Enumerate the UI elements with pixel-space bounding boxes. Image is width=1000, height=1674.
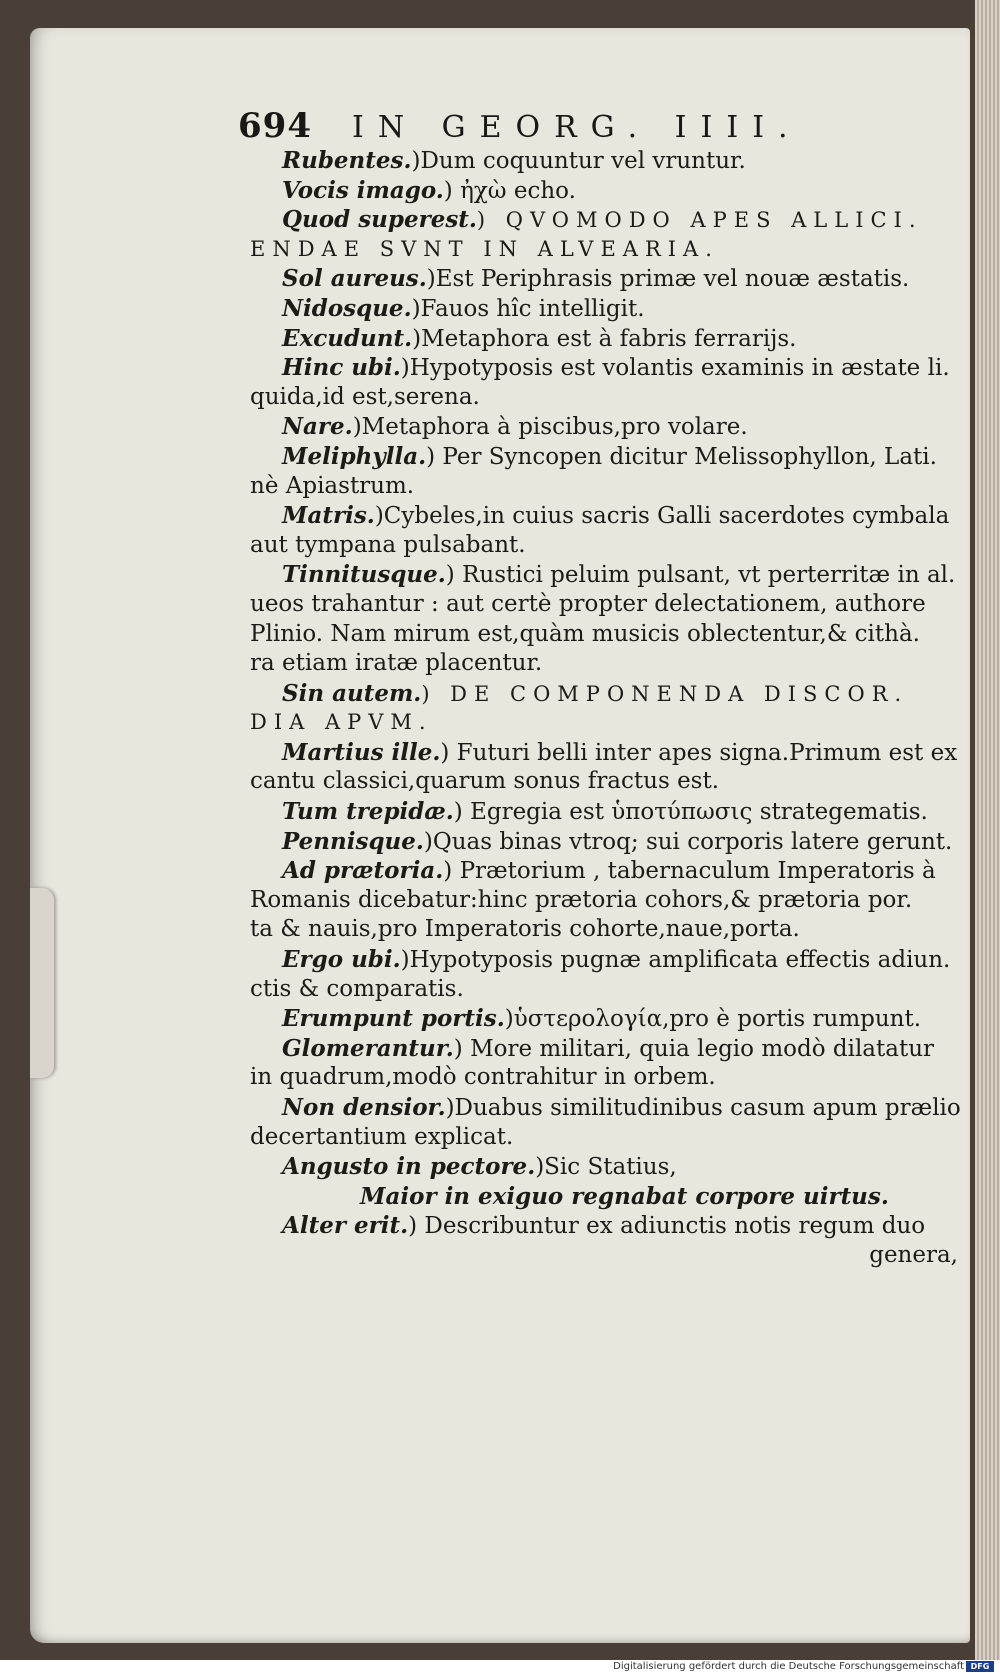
line-text: )Metaphora est à fabris ferrarijs. (412, 325, 797, 352)
line-text: )Hypotyposis est volantis examinis in æstate li. (400, 355, 950, 382)
lemma: Nare. (282, 413, 353, 441)
text-line (250, 412, 970, 442)
text-line (250, 383, 970, 413)
text-line (250, 531, 970, 561)
text-line (250, 975, 970, 1005)
page-number: 694 (238, 106, 312, 146)
line-text: )Cybeles,in cuius sacris Galli sacerdotes cymbala (374, 503, 950, 530)
line-text: ) QVOMODO APES ALLICI. (476, 208, 923, 233)
dfg-logo: DFG (966, 1661, 994, 1672)
text-line (250, 264, 970, 294)
line-text: ) Per Syncopen dicitur Melissophyllon, Lati. (426, 443, 937, 470)
line-text: )Est Periphrasis primæ vel nouæ æstatis. (426, 266, 910, 293)
line-text: ) Futuri belli inter apes signa.Primum est ex (440, 739, 958, 766)
line-text: ra etiam iratæ placentur. (250, 650, 543, 677)
text-line (250, 294, 970, 324)
line-text: )ὑστερολογία,pro è portis rumpunt. (504, 1006, 922, 1033)
lemma: Rubentes. (282, 147, 412, 174)
text-line (250, 442, 970, 472)
line-text: Plinio. Nam mirum est,quàm musicis oblectentur,& cithà. (250, 620, 920, 647)
line-text: ctis & comparatis. (250, 975, 464, 1002)
text-line (250, 560, 970, 590)
text-line (250, 1063, 970, 1093)
page-clip (30, 888, 54, 1078)
lemma: Non densior. (282, 1094, 446, 1121)
text-line (250, 738, 970, 768)
line-text: ) ἠχὼ echo. (443, 177, 576, 204)
line-text: )Sic Statius, (535, 1154, 677, 1181)
text-line (250, 324, 970, 354)
line-text: ) More militari, quia legio modò dilatatur (453, 1035, 935, 1062)
text-line (250, 1182, 970, 1212)
line-text: quida,id est,serena. (250, 383, 480, 410)
lemma: Erumpunt portis. (282, 1005, 505, 1033)
text-line (250, 176, 970, 206)
text-line (250, 708, 970, 738)
text-line (250, 945, 970, 975)
lemma: Glomerantur. (282, 1034, 454, 1062)
text-line (250, 590, 970, 620)
lemma: Excudunt. (282, 324, 413, 352)
text-line (250, 205, 970, 235)
line-text: ueos trahantur : aut certè propter delectationem, authore (250, 590, 926, 617)
text-line (250, 1211, 970, 1241)
text-line (250, 620, 970, 650)
lemma: Sin autem. (282, 679, 422, 707)
lemma: Hinc ubi. (282, 354, 401, 382)
line-text: ENDAE SVNT IN ALVEARIA. (250, 236, 719, 261)
book-page-edges (975, 0, 1000, 1660)
lemma: Vocis imago. (282, 176, 444, 204)
text-line (250, 679, 970, 709)
text-line (250, 1034, 970, 1064)
text-line (250, 649, 970, 679)
lemma: Matris. (282, 502, 375, 530)
text-line (250, 1152, 970, 1182)
line-text: ) Describuntur ex adiunctis notis regum duo (408, 1213, 926, 1240)
footer-credit: Digitalisierung gefördert durch die Deutsche Forschungsgemeinschaft (613, 1661, 964, 1672)
line-text: DIA APVM. (250, 710, 433, 735)
line-text: )Quas binas vtroq; sui corporis latere gerunt. (423, 828, 953, 855)
lemma: Quod superest. (282, 206, 477, 234)
line-text: aut tympana pulsabant. (250, 531, 526, 558)
line-text: ) Prætorium , tabernaculum Imperatoris à (443, 858, 936, 885)
text-line (250, 1004, 970, 1034)
text-line (250, 767, 970, 797)
line-text: genera, (869, 1241, 958, 1268)
text-line (250, 797, 970, 827)
lemma: Tinnitusque. (282, 561, 446, 589)
commentary-text (250, 146, 970, 1271)
line-text: Romanis dicebatur:hinc prætoria cohors,& prætoria por. (250, 886, 913, 913)
line-text: Maior in exiguo regnabat corpore uirtus. (360, 1182, 889, 1210)
text-line (250, 353, 970, 383)
text-line (250, 827, 970, 857)
text-line (250, 915, 970, 945)
text-line (250, 1241, 970, 1271)
line-text: )Hypotyposis pugnæ amplificata effectis adiun. (400, 947, 951, 974)
text-line (250, 501, 970, 531)
line-text: ) Rustici peluim pulsant, vt perterritæ in al. (445, 562, 956, 589)
text-line (250, 1123, 970, 1153)
lemma: Pennisque. (282, 827, 424, 855)
text-line (250, 886, 970, 916)
lemma: Ad prætoria. (282, 857, 444, 885)
line-text: in quadrum,modò contrahitur in orbem. (250, 1064, 716, 1091)
running-head: IN GEORG. IIII. (351, 110, 802, 145)
lemma: Martius ille. (282, 738, 441, 766)
line-text: )Dum coquuntur vel vruntur. (411, 148, 746, 174)
lemma: Meliphylla. (282, 442, 427, 470)
line-text: )Fauos hîc intelligit. (411, 295, 645, 322)
lemma: Angusto in pectore. (282, 1153, 536, 1181)
line-text: ) DE COMPONENDA DISCOR. (421, 681, 909, 706)
line-text: ) Egregia est ὑποτύπωσις strategematis. (453, 799, 928, 826)
line-text: ta & nauis,pro Imperatoris cohorte,naue,porta. (250, 916, 800, 943)
lemma: Ergo ubi. (282, 946, 401, 974)
line-text: )Metaphora à piscibus,pro volare. (352, 414, 748, 441)
line-text: nè Apiastrum. (250, 472, 415, 499)
line-text: decertantium explicat. (250, 1123, 514, 1150)
text-line (250, 472, 970, 502)
line-text: cantu classici,quarum sonus fractus est. (250, 768, 720, 795)
footer-bar (0, 1660, 1000, 1674)
text-line (250, 235, 970, 265)
text-line (250, 1093, 970, 1123)
line-text: )Duabus similitudinibus casum apum prælio (445, 1095, 961, 1121)
lemma: Alter erit. (282, 1212, 409, 1240)
lemma: Nidosque. (282, 294, 412, 322)
lemma: Tum trepidæ. (282, 798, 454, 826)
text-line (250, 856, 970, 886)
text-line (250, 146, 970, 176)
lemma: Sol aureus. (282, 265, 427, 293)
